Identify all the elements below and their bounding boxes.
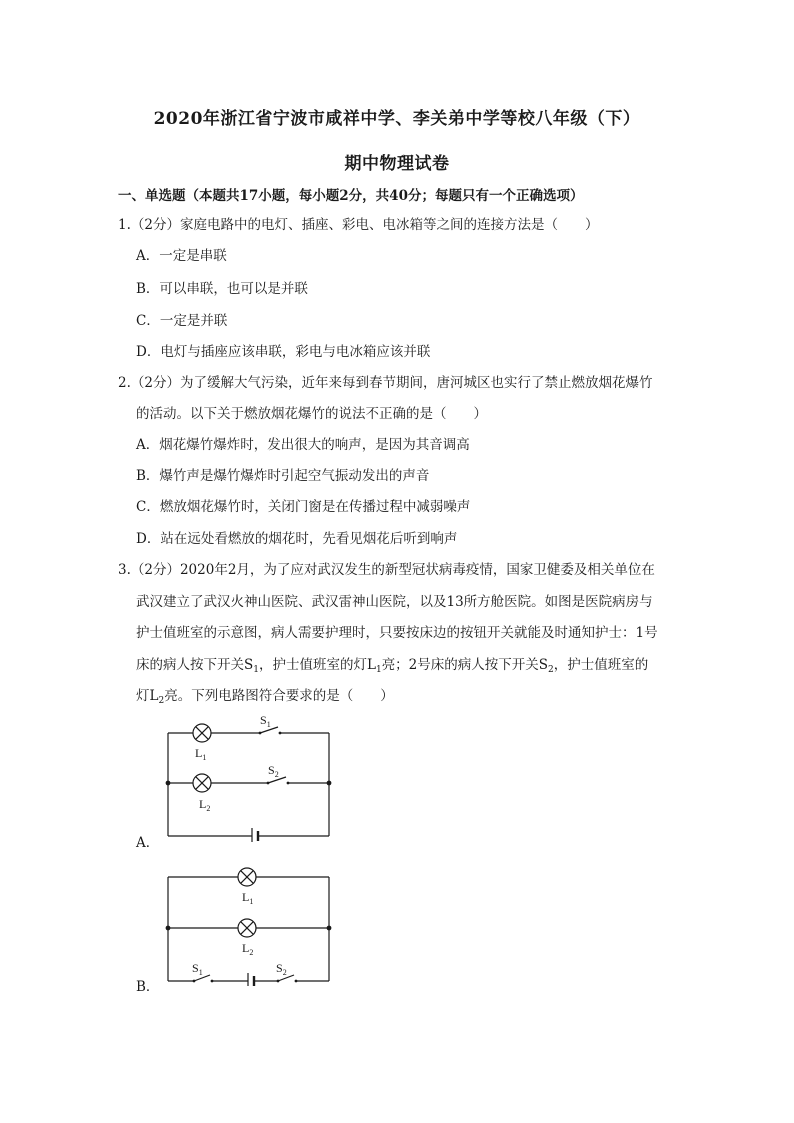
q3-stem-line-2: 武汉建立了武汉火神山医院、武汉雷神山医院，以及13所方舱医院。如图是医院病房与 [136, 594, 653, 610]
q2-option-c: C．燃放烟花爆竹时，关闭门窗是在传播过程中减弱噪声 [136, 499, 471, 515]
q1-option-c: C．一定是并联 [136, 313, 228, 329]
q1-option-a: A．一定是串联 [136, 248, 227, 264]
q3-l4-sub-3: 2 [548, 665, 554, 675]
q3-l5-part-b: 亮。下列电路图符合要求的是（ ） [164, 688, 394, 704]
circuit-diagram-a [160, 712, 340, 842]
q2-option-d: D．站在远处看燃放的烟花时，先看见烟花后听到响声 [136, 531, 458, 547]
q1-option-d: D．电灯与插座应该串联，彩电与电冰箱应该并联 [136, 344, 431, 360]
q3-l4-part-c: 亮；2号床的病人按下开关S [381, 657, 549, 673]
q3-l4-part-a: 床的病人按下开关S [136, 657, 254, 673]
q3-option-b-label: B． [136, 979, 160, 995]
label-l1: $L_1$ [242, 890, 254, 906]
q2-stem-line-1: 2.（2分）为了缓解大气污染，近年来每到春节期间，唐河城区也实行了禁止燃放烟花爆竹 [118, 375, 653, 391]
q3-stem-line-1: 3.（2分）2020年2月，为了应对武汉发生的新型冠状病毒疫情，国家卫健委及相关单位在 [118, 562, 655, 578]
label-l2: $L_2$ [242, 941, 254, 957]
label-s1: $S_1$ [192, 961, 203, 977]
q3-l4-sub-2: 1 [375, 665, 382, 675]
q3-stem-line-3: 护士值班室的示意图，病人需要护理时，只要按床边的按钮开关就能及时通知护士：1号 [136, 625, 658, 641]
title-line-2: 期中物理试卷 [344, 154, 450, 174]
q2-option-a: A．烟花爆竹爆炸时，发出很大的响声，是因为其音调高 [136, 437, 470, 453]
q1-option-b: B．可以串联，也可以是并联 [136, 281, 308, 297]
q2-option-b: B．爆竹声是爆竹爆炸时引起空气振动发出的声音 [136, 468, 430, 484]
label-l2: $L_2$ [199, 797, 211, 813]
section-heading: 一、单选题（本题共17小题，每小题2分，共40分；每题只有一个正确选项） [118, 188, 584, 204]
q3-stem-line-4 [136, 656, 648, 674]
label-s2: $S_2$ [276, 961, 287, 977]
q3-l5-sub: 2 [158, 696, 165, 706]
q3-l5-part-a: 灯L [136, 688, 159, 704]
q3-option-a-label: A． [136, 835, 160, 851]
q2-stem-line-2: 的活动。以下关于燃放烟花爆竹的说法不正确的是（ ） [136, 406, 487, 422]
label-s2: $S_2$ [268, 763, 279, 779]
q3-stem-line-5 [136, 687, 394, 705]
q3-l4-sub-1: 1 [253, 665, 259, 675]
circuit-diagram-b [160, 862, 340, 986]
q3-l4-part-d: ，护士值班室的 [553, 657, 649, 673]
label-s1: $S_1$ [260, 713, 271, 729]
q3-l4-part-b: ，护士值班室的灯L [258, 657, 376, 673]
q1-stem: 1.（2分）家庭电路中的电灯、插座、彩电、电冰箱等之间的连接方法是（ ） [118, 217, 599, 233]
label-l1: $L_1$ [195, 746, 207, 762]
title-line-1: 2020年浙江省宁波市咸祥中学、李关弟中学等校八年级（下） [153, 109, 641, 129]
